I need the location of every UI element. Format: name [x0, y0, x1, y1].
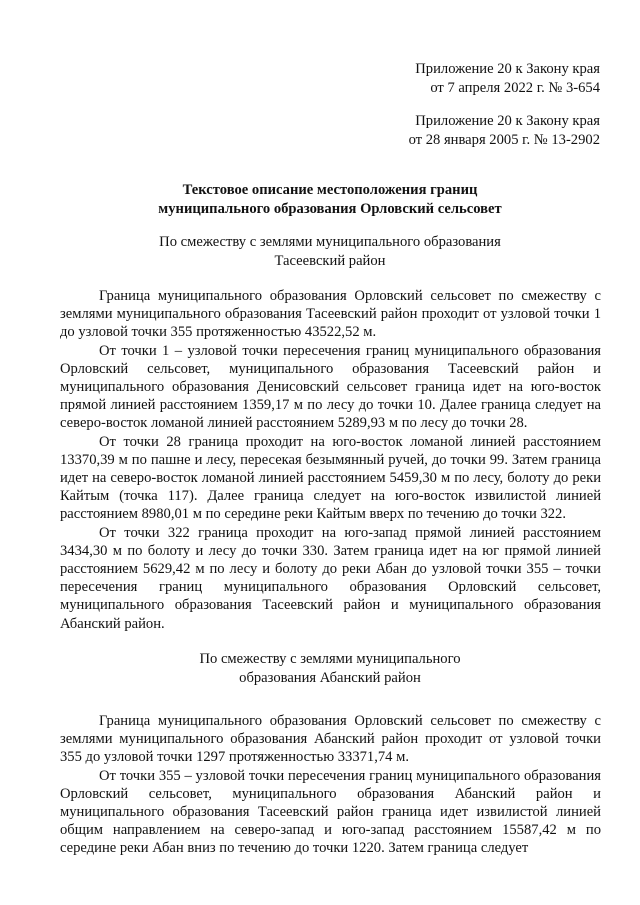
- document-title-line2: муниципального образования Орловский сельсовет: [158, 201, 502, 217]
- appendix-original-reference: [409, 112, 600, 150]
- section-heading-line1: По смежеству с землями муниципального: [199, 651, 461, 667]
- paragraph: От точки 355 – узловой точки пересечения границ муниципального образования Орловский сельсовет, муниципального образования Абанский район и муниципального образования Тасеевский район граница идет извилистой линией общим направлением на северо-запад и юго-запад расстоянием 15587,42 м по середине реки Абан вниз по течению до точки 1220. Затем граница следует: [60, 767, 601, 857]
- document-title: [60, 181, 600, 219]
- appendix-current-line2: от 7 апреля 2022 г. № 3-654: [430, 80, 600, 96]
- appendix-current-reference: [415, 60, 600, 98]
- appendix-original-line2: от 28 января 2005 г. № 13-2902: [408, 132, 600, 148]
- document-title-line1: Текстовое описание местоположения границ: [182, 182, 478, 198]
- paragraph: От точки 1 – узловой точки пересечения границ муниципального образования Орловский сельсовет, муниципального образования Тасеевский район и муниципального образования Денисовский сельсовет граница идет на юго-восток прямой линией расстоянием 1359,17 м по лесу до точки 10. Далее граница следует на северо-восток ломаной линией расстоянием 5289,93 м по лесу до точки 28.: [60, 342, 601, 432]
- section-heading-line2: Тасеевский район: [274, 253, 386, 269]
- section-heading-line1: По смежеству с землями муниципального образования: [159, 234, 501, 250]
- section-heading-abansky: [60, 650, 600, 688]
- appendix-original-line1: Приложение 20 к Закону края: [415, 113, 600, 129]
- appendix-current-line1: Приложение 20 к Закону края: [415, 61, 600, 77]
- paragraph: Граница муниципального образования Орловский сельсовет по смежеству с землями муниципального образования Тасеевский район проходит от узловой точки 1 до узловой точки 355 протяженностью 43522,52 м.: [60, 288, 601, 341]
- paragraph: Граница муниципального образования Орловский сельсовет по смежеству с землями муниципального образования Абанский район проходит от узловой точки 355 до узловой точки 1297 протяженностью 33371,74 м.: [60, 713, 601, 766]
- section-body-abansky: [60, 712, 601, 858]
- paragraph: От точки 28 граница проходит на юго-восток ломаной линией расстоянием 13370,39 м по пашне и лесу, пересекая безымянный ручей, до точки 99. Затем граница идет на северо-восток ломаной линией расстоянием 5459,30 м по лесу, болоту до реки Кайтым (точка 117). Далее граница следует на юго-восток извилистой линией расстоянием 8980,01 м по середине реки Кайтым вверх по течению до точки 322.: [60, 433, 601, 523]
- section-heading-taseevsky: [60, 233, 600, 271]
- section-body-taseevsky: [60, 287, 601, 633]
- paragraph: От точки 322 граница проходит на юго-запад прямой линией расстоянием 3434,30 м по болоту и лесу до точки 330. Затем граница идет на юг прямой линией расстоянием 5629,42 м по лесу и болоту до реки Абан до узловой точки 355 – точки пересечения границ муниципального образования Орловский сельсовет, муниципального образования Тасеевский район и муниципального образования Абанский район.: [60, 524, 601, 632]
- section-heading-line2: образования Абанский район: [239, 670, 421, 686]
